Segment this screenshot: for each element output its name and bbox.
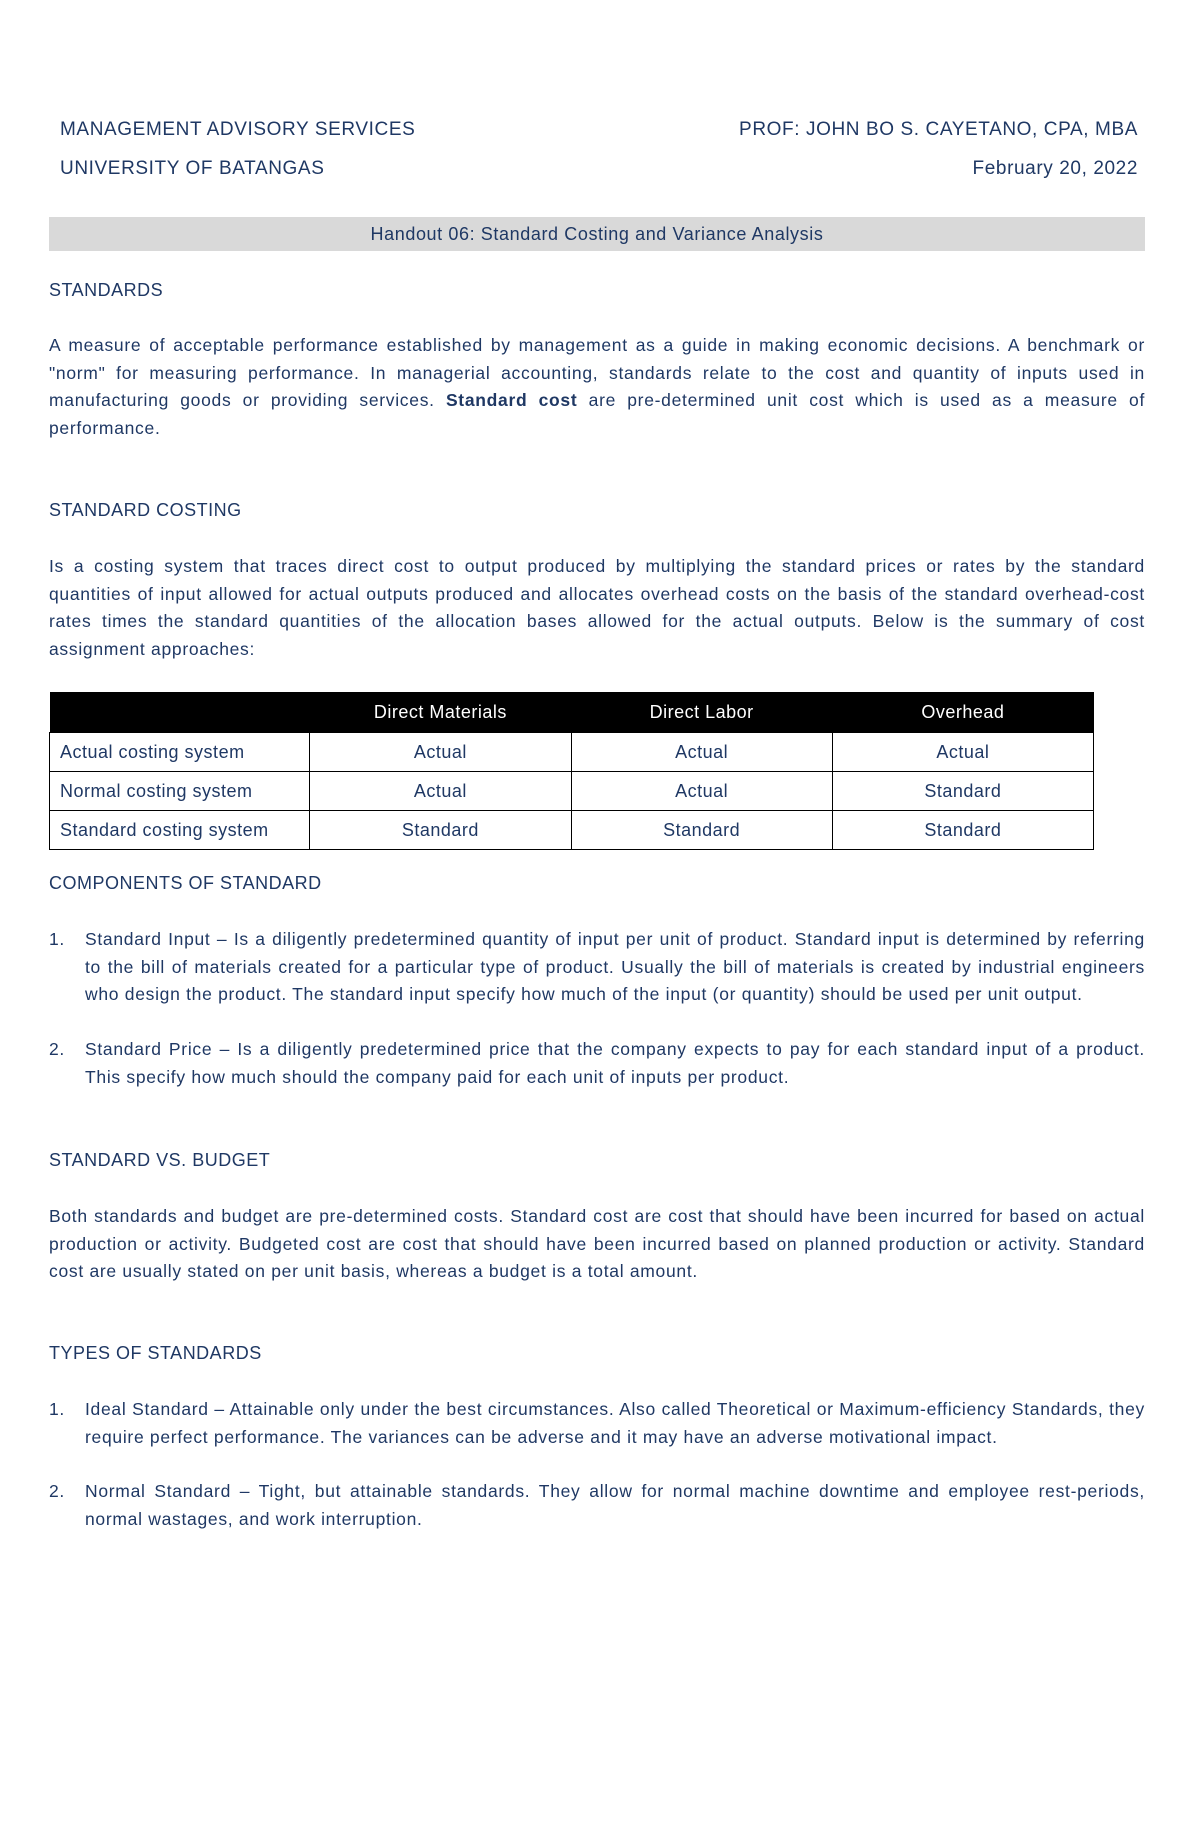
table-header-cell: Direct Materials — [310, 692, 571, 733]
table-row — [50, 733, 1094, 772]
list-item — [49, 926, 1145, 1009]
list-item-text: Standard Price – Is a diligently predetermined price that the company expects to pay for each standard input of a product. This specify how much should the company paid for each unit of inputs per product. — [85, 1039, 1145, 1087]
standards-paragraph — [49, 332, 1145, 442]
cost-assignment-table — [49, 692, 1094, 850]
list-item — [49, 1396, 1145, 1451]
table-cell: Standard — [832, 811, 1093, 850]
table-cell: Standard — [571, 811, 832, 850]
table-row — [50, 811, 1094, 850]
standards-text-before: A measure of acceptable performance established by management as a guide in making economic decisions. A benchmark or "norm" for measuring performance. In managerial accounting, standards relate to the cost and quantity of inputs used in manufacturing goods or providing services. — [49, 335, 1145, 410]
table-cell: Standard — [310, 811, 571, 850]
table-header-cell: Overhead — [832, 692, 1093, 733]
university-name: UNIVERSITY OF BATANGAS — [60, 158, 325, 179]
handout-date: February 20, 2022 — [972, 158, 1138, 179]
handout-title-banner: Handout 06: Standard Costing and Variance Analysis — [49, 217, 1145, 251]
table-row-label: Normal costing system — [50, 772, 310, 811]
list-item-number: 1. — [49, 1399, 65, 1419]
list-item-number: 2. — [49, 1481, 65, 1501]
table-row — [50, 772, 1094, 811]
list-item — [49, 1478, 1145, 1533]
standard-cost-term: Standard cost — [445, 390, 578, 410]
section-heading-standard-costing: STANDARD COSTING — [49, 500, 242, 520]
table-cell: Actual — [832, 733, 1093, 772]
section-heading-standard-vs-budget: STANDARD VS. BUDGET — [49, 1150, 271, 1170]
section-heading-types: TYPES OF STANDARDS — [49, 1343, 262, 1363]
standard-costing-paragraph: Is a costing system that traces direct cost to output produced by multiplying the standard prices or rates by the standard quantities of input allowed for actual outputs produced and allocates overhead costs on the basis of the standard overhead-cost rates times the standard quantities of the allocation bases allowed for the actual outputs. Below is the summary of cost assignment approaches: — [49, 556, 1145, 659]
list-item-text: Normal Standard – Tight, but attainable standards. They allow for normal machine downtime and employee rest-periods, normal wastages, and work interruption. — [85, 1481, 1145, 1529]
professor-name: PROF: JOHN BO S. CAYETANO, CPA, MBA — [739, 119, 1138, 140]
list-item-text: Ideal Standard – Attainable only under the best circumstances. Also called Theoretical or Maximum-efficiency Standards, they require perfect performance. The variances can be adverse and it may have an adverse motivational impact. — [85, 1399, 1145, 1447]
table-row-label: Standard costing system — [50, 811, 310, 850]
table-header-cell: Direct Labor — [571, 692, 832, 733]
standards-text-after: are pre-determined unit cost which is used as a measure of performance. — [49, 390, 1146, 438]
table-cell: Actual — [310, 772, 571, 811]
table-cell: Standard — [832, 772, 1093, 811]
table-cell: Actual — [571, 772, 832, 811]
list-item-number: 2. — [49, 1039, 65, 1059]
table-cell: Actual — [310, 733, 571, 772]
course-title: MANAGEMENT ADVISORY SERVICES — [60, 119, 416, 140]
standard-vs-budget-paragraph: Both standards and budget are pre-determined costs. Standard cost are cost that should have been incurred for based on actual production or activity. Budgeted cost are cost that should have been incurred based on planned production or activity. Standard cost are usually stated on per unit basis, whereas a budget is a total amount. — [49, 1206, 1145, 1281]
list-item-text: Standard Input – Is a diligently predetermined quantity of input per unit of product. Standard input is determined by referring to the bill of materials created for a particular type of product. Usually the bill of materials is created by industrial engineers who design the product. The standard input specify how much of the input (or quantity) should be used per unit output. — [85, 929, 1145, 1004]
table-row-label: Actual costing system — [50, 733, 310, 772]
section-heading-components: COMPONENTS OF STANDARD — [49, 873, 322, 893]
list-item-number: 1. — [49, 929, 65, 949]
list-item — [49, 1036, 1145, 1091]
section-heading-standards: STANDARDS — [49, 280, 164, 300]
table-header-row — [50, 692, 1094, 733]
table-header-cell — [50, 692, 310, 733]
table-cell: Actual — [571, 733, 832, 772]
